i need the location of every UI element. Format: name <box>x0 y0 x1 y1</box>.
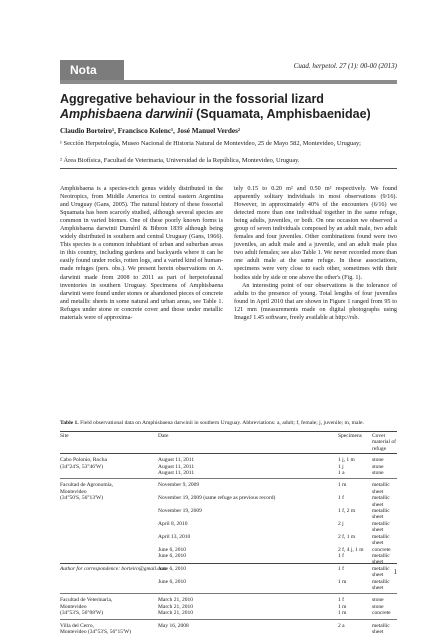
cover-cell: metallic sheet <box>372 533 390 547</box>
cover-cell: metallic sheet <box>372 552 390 566</box>
specimens-cell: 1 f <box>338 495 344 502</box>
specimens-cell: 1 j <box>338 463 344 470</box>
date-cell: March 21, 2010 <box>158 603 193 610</box>
table-row <box>60 479 397 495</box>
table-row <box>60 454 397 464</box>
right-paragraph-1: tely 0.15 to 0.20 m² and 0.50 m² respectively. We found apparently solitary individuals in most observations (9/16). However, in approximately 40% of the encounters (6/16) we detected more than one individual together in the same refuge, being adults, juveniles, or both. On one occasion we observed a group of seven individuals composed by an adult male, two adult females and four juveniles. Other combinations found were two juveniles, an adult male and a juvenile, and an adult male plus two adult females; see also Table 1. We never recorded more than one adult male at the same refuge. In these associations, specimens were very close to each other, sometimes with their bodies side by side or one above the other's (Fig. 1). <box>234 186 397 281</box>
table-caption <box>60 420 397 427</box>
affiliation-2: ² Área Biofísica, Facultad de Veterinaria, Universidad de la República, Montevideo, Uruguay. <box>60 157 300 164</box>
site-coords: (34°24'S, 53°46'W) <box>60 463 104 470</box>
date-cell: November 19, 2009 (same refuge as previous record) <box>158 495 276 502</box>
specimens-cell: 1 f, 2 m <box>338 508 356 515</box>
cover-cell: metallic sheet <box>372 520 390 534</box>
specimens-cell: 1 m <box>338 610 347 617</box>
date-cell: August 11, 2011 <box>158 457 195 464</box>
date-cell: June 6, 2010 <box>158 546 186 553</box>
date-cell: March 21, 2010 <box>158 610 193 617</box>
author-list: Claudio Borteiro¹, Francisco Kolenc¹, José Manuel Verdes² <box>60 127 241 135</box>
cover-cell: metallic sheet <box>372 495 390 508</box>
site-cell <box>60 454 158 479</box>
left-paragraph: Amphisbaena is a species-rich genus widely distributed in the Neotropics, from Middle America to central eastern Argentina and Uruguay (Gans, 2005). The natural history of these fossorial Squamata has been scarcely studied, although several species are common in varied biomes. One of these poorly known forms is Amphisbaena darwinii Duméril & Bibron 1839 although being widely distributed in southern and central Uruguay (Gans, 1966). This species is a common inhabitant of urban and suburban areas in this country, including gardens and backyards where it can be easily found under rocks, rotten logs, and a varied kind of human-made refuges (pers. obs.). We present herein observations on A. darwinii made from 2008 to 2011 as part of herpetofaunal inventories in southern Uruguay. Specimens of Amphisbaena darwinii were found under stones or abandoned pieces of concrete and metallic sheets in some natural and urban areas, see Table 1. Refuges under stone or concrete cover and those under metallic materials were of approxima- <box>60 186 223 321</box>
site-coords: Montevideo (34°53'S, 56°15'W) <box>60 628 131 635</box>
cover-cell: metallic sheet <box>372 622 390 635</box>
cover-cell: concrete <box>372 610 391 617</box>
journal-citation: Cuad. herpetol. 27 (1): 00-00 (2013) <box>293 62 397 70</box>
section-badge: Nota <box>60 60 124 80</box>
specimens-cell: 2 f, 1 m <box>338 533 356 540</box>
specimens-cell: 1 m <box>338 603 347 610</box>
specimens-cell: 1 a <box>338 470 345 477</box>
correspondence-footnote: Author for correspondence: borteiro@gmail.com <box>60 566 167 572</box>
site-city: Montevideo <box>60 488 87 495</box>
specimens-cell: 2 a <box>338 622 345 629</box>
site-name: Cabo Polonio, Rocha <box>60 457 107 464</box>
specimens-cell: 1 f <box>338 565 344 572</box>
header-date: Date <box>158 433 169 439</box>
cover-cell: metallic sheet <box>372 482 390 495</box>
footnote-rule <box>60 563 397 564</box>
site-name: Villa del Cerro, <box>60 622 95 629</box>
specimens-cell: 1 m <box>338 482 347 489</box>
right-column <box>234 185 397 322</box>
specimens-cell: 1 f <box>338 552 344 559</box>
date-cell: March 21, 2010 <box>158 597 193 604</box>
date-cell: May 16, 2008 <box>158 622 189 629</box>
specimens-cell: 1 f <box>338 597 344 604</box>
site-cell <box>60 594 158 619</box>
table-row <box>60 594 397 604</box>
date-cell: April 13, 2010 <box>158 533 191 540</box>
date-cell: August 11, 2011 <box>158 463 195 470</box>
article-title <box>60 92 400 122</box>
specimens-cell: 2 j <box>338 520 344 527</box>
header-rule <box>60 80 397 84</box>
date-cell: August 11, 2011 <box>158 470 195 477</box>
title-main: Aggregative behaviour in the fossorial lizard <box>60 92 324 106</box>
page-number: 1 <box>393 568 397 576</box>
site-city: Montevideo <box>60 603 87 610</box>
title-species: Amphisbaena darwinii <box>60 107 193 121</box>
cover-cell: stone <box>372 597 384 604</box>
site-cell <box>60 619 158 637</box>
header-cover: Cover material of refuge <box>372 433 396 452</box>
date-cell: November 9, 2009 <box>158 482 200 489</box>
date-cell: November 19, 2009 <box>158 508 202 515</box>
cover-cell: metallic sheet <box>372 565 390 579</box>
date-cell: June 6, 2010 <box>158 565 186 572</box>
cover-cell: stone <box>372 603 384 610</box>
left-column <box>60 185 223 322</box>
cover-cell: stone <box>372 470 384 477</box>
specimens-cell: 2 f, 4 j, 1 m <box>338 546 364 553</box>
affiliation-1: ¹ Sección Herpetología, Museo Nacional de Historia Natural de Montevideo, 25 de Mayo 582, Montevideo, Uruguay; <box>60 140 361 147</box>
specimens-cell: 1 j, 1 m <box>338 457 355 464</box>
site-name: Facultad de Agronomía, <box>60 482 114 489</box>
site-coords: (34°53'S, 56°08'W) <box>60 610 104 617</box>
observations-table <box>60 431 397 637</box>
cover-cell: metallic sheet <box>372 578 390 591</box>
affiliations-rule <box>60 168 397 169</box>
site-coords: (34°50'S, 56°13'W) <box>60 495 104 502</box>
cover-cell: stone <box>372 457 384 464</box>
table-header-row <box>60 432 397 454</box>
cover-cell: metallic sheet <box>372 508 390 521</box>
date-cell: June 6, 2010 <box>158 578 186 585</box>
table-caption-label: Table 1. <box>60 420 79 426</box>
header-site: Site <box>60 433 69 439</box>
table-row <box>60 619 397 637</box>
header-specimens: Specimens <box>338 433 362 439</box>
cover-cell: concrete <box>372 546 391 553</box>
right-paragraph-2: An interesting point of our observations is the tolerance of adults to the presence of young. Total lengths of four juveniles found in April 2010 that are shown in Figure 1 ranged from 95 to 121 mm (measurements made on digital photographs using ImageJ 1.45 software, freely available at http://rsb. <box>234 282 397 321</box>
specimens-cell: 1 m <box>338 578 347 585</box>
table-caption-text: Field observational data on Amphisbaena darwinii in southern Uruguay. Abbreviations: a, adult; f, female; j, juvenile; m, male. <box>78 420 364 426</box>
title-suffix: (Squamata, Amphisbaenidae) <box>192 107 371 121</box>
site-cell <box>60 479 158 594</box>
cover-cell: stone <box>372 463 384 470</box>
site-name: Facultad de Veterinaria, <box>60 597 113 604</box>
date-cell: June 6, 2010 <box>158 552 186 559</box>
date-cell: April 8, 2010 <box>158 520 188 527</box>
